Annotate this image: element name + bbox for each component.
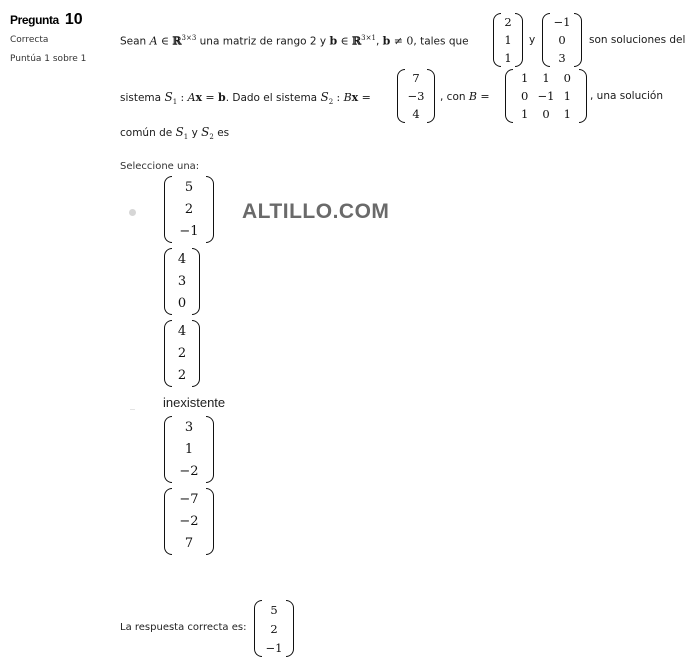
option-cell: 5 bbox=[184, 179, 194, 195]
option-cell: −7 bbox=[179, 491, 199, 507]
vector-cell: 7 bbox=[412, 71, 420, 85]
option-cell: −2 bbox=[179, 464, 199, 480]
option-cell: 0 bbox=[177, 296, 187, 312]
statement-text: y bbox=[191, 127, 198, 139]
statement-line-1: Sean A ∈ ℝ$^{3\times 3}$ una matriz de rango 2 y b ∈ ℝ$^{3\times 1}$, b ≠ 0, tales que bbox=[120, 34, 469, 48]
matrix-cell: 1 bbox=[521, 71, 529, 85]
option-cell: 2 bbox=[177, 368, 187, 384]
question-info bbox=[10, 9, 110, 64]
vector-cell: 1 bbox=[504, 33, 512, 47]
statement-text: son soluciones del bbox=[589, 34, 686, 46]
option-cell: 1 bbox=[184, 441, 194, 457]
matrix-cell: 0 bbox=[521, 89, 529, 103]
option-6[interactable] bbox=[164, 488, 214, 555]
question-grade: Puntúa 1 sobre 1 bbox=[10, 54, 87, 64]
matrix-cell: 1 bbox=[563, 89, 571, 103]
option-cell: 3 bbox=[177, 273, 187, 289]
statement-text: y bbox=[529, 34, 536, 46]
question-number: 10 bbox=[64, 11, 83, 28]
vector-rhs bbox=[397, 69, 435, 123]
statement-text: . Dado el sistema bbox=[225, 92, 318, 104]
statement-line-2: sistema $S_1$ : Ax = b. Dado el sistema $S_2$ : Bx = bbox=[120, 90, 371, 107]
question-label: Pregunta bbox=[10, 13, 59, 27]
vector-cell: −3 bbox=[407, 89, 425, 103]
option-cell: 4 bbox=[177, 323, 187, 339]
vector-v2 bbox=[542, 13, 582, 67]
matrix-cell: 1 bbox=[563, 107, 571, 121]
matrix-cell: 1 bbox=[521, 107, 529, 121]
option-cell: 4 bbox=[177, 251, 187, 267]
statement-text: común de bbox=[120, 127, 173, 139]
statement-line-3: común de $S_1$ y $S_2$ es bbox=[120, 125, 230, 142]
option-4-text[interactable]: inexistente bbox=[163, 395, 226, 410]
select-prompt: Seleccione una: bbox=[120, 161, 200, 172]
vector-cell: 4 bbox=[412, 107, 420, 121]
statement-text: , con bbox=[440, 91, 466, 103]
option-1[interactable] bbox=[164, 176, 214, 243]
matrix-cell: 0 bbox=[563, 71, 571, 85]
correct-answer-vector bbox=[254, 600, 294, 657]
statement-text: , una solución bbox=[590, 90, 663, 102]
question-header bbox=[10, 9, 110, 29]
statement-text: Sean bbox=[120, 35, 147, 48]
statement-text: es bbox=[217, 127, 230, 139]
vector-cell: −1 bbox=[553, 15, 571, 29]
statement-line-2b: , con B = bbox=[440, 90, 490, 103]
statement-text: , tales que bbox=[413, 35, 469, 48]
matrix-cell: −1 bbox=[537, 89, 555, 103]
option-cell: 2 bbox=[177, 345, 187, 361]
option-5[interactable] bbox=[164, 416, 214, 483]
radio-option-4[interactable] bbox=[130, 409, 135, 410]
matrix-cell: 0 bbox=[542, 107, 550, 121]
vector-cell: 0 bbox=[558, 33, 566, 47]
answer-cell: −1 bbox=[265, 640, 283, 655]
option-cell: 7 bbox=[184, 536, 194, 552]
correct-answer-label: La respuesta correcta es: bbox=[120, 622, 247, 633]
vector-v1 bbox=[493, 13, 523, 67]
vector-cell: 3 bbox=[558, 51, 566, 65]
statement-text: sistema bbox=[120, 92, 162, 104]
option-cell: 2 bbox=[184, 201, 194, 217]
watermark: ALTILLO.COM bbox=[242, 200, 390, 223]
matrix-B bbox=[505, 69, 587, 123]
option-cell: −2 bbox=[179, 513, 199, 529]
answer-cell: 2 bbox=[270, 621, 278, 636]
vector-cell: 2 bbox=[504, 15, 512, 29]
option-cell: 3 bbox=[184, 419, 194, 435]
option-cell: −1 bbox=[179, 224, 199, 240]
option-3[interactable] bbox=[164, 320, 200, 387]
answer-cell: 5 bbox=[270, 602, 278, 617]
question-state: Correcta bbox=[10, 35, 49, 45]
statement-text: una matriz de rango 2 y bbox=[199, 35, 327, 48]
matrix-cell: 1 bbox=[542, 71, 550, 85]
vector-cell: 1 bbox=[504, 51, 512, 65]
radio-option-1[interactable] bbox=[129, 209, 136, 216]
option-2[interactable] bbox=[164, 248, 200, 315]
